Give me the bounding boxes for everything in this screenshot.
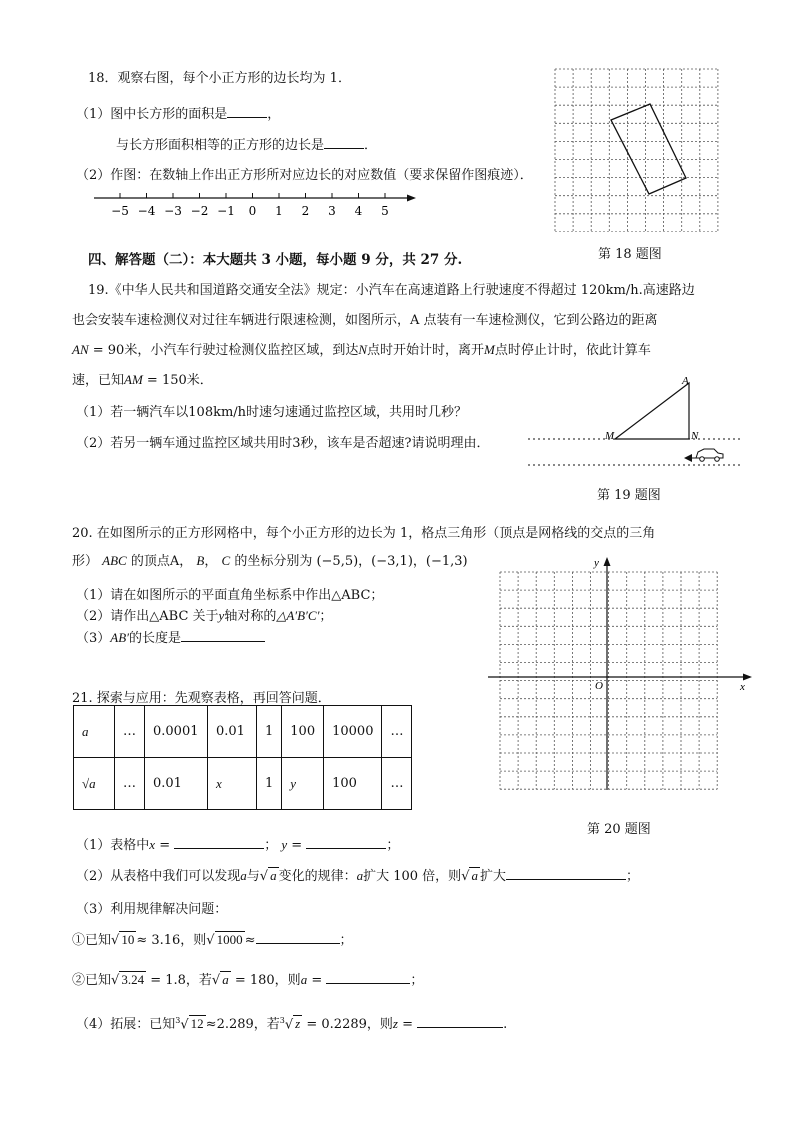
table-cell: 1 bbox=[257, 758, 282, 810]
q18-part1a-text: （1）图中长方形的面积是 bbox=[76, 107, 228, 122]
number-line-label: 5 bbox=[381, 204, 389, 218]
q19-arrow-head bbox=[684, 454, 692, 462]
q21-part4-b: ≈2.289，若 bbox=[205, 1017, 280, 1032]
q19-triangle bbox=[615, 383, 689, 439]
sqrt-10: √ 10 bbox=[111, 932, 135, 948]
radicand: 10 bbox=[121, 932, 135, 947]
answer-blank[interactable] bbox=[256, 929, 340, 944]
table-row bbox=[74, 706, 412, 758]
var-a: a bbox=[300, 972, 308, 987]
table-cell: 0.0001 bbox=[145, 706, 208, 758]
separator: . bbox=[503, 1017, 508, 1032]
q20-part1: （1）请在如图所示的平面直角坐标系中作出△ABC； bbox=[76, 588, 384, 603]
var-an: AN bbox=[72, 342, 89, 357]
q21-part1 bbox=[76, 834, 399, 853]
table-cell: 1 bbox=[257, 706, 282, 758]
q19-figure bbox=[528, 372, 748, 472]
q19-caption: 第 19 题图 bbox=[597, 488, 661, 503]
q20-coords: (−5,5)，(−3,1)，(−1,3) bbox=[316, 554, 468, 569]
var-a: a bbox=[240, 868, 247, 883]
q21-part4-a: （4）拓展：已知 bbox=[76, 1017, 176, 1032]
q20-line2 bbox=[72, 550, 468, 569]
radicand: 1000 bbox=[216, 932, 243, 947]
table-cell: … bbox=[115, 758, 145, 810]
var-ab-prime: AB′ bbox=[110, 630, 130, 645]
answer-blank[interactable] bbox=[417, 1013, 503, 1028]
q21-stem: 21. 探索与应用：先观察表格，再回答问题． bbox=[72, 691, 331, 706]
q21-table bbox=[73, 705, 412, 810]
answer-blank[interactable] bbox=[506, 865, 626, 880]
q20-line2-a: 形） bbox=[72, 554, 99, 569]
q18-stem: 18．观察右图，每个小正方形的边长均为 1． bbox=[88, 71, 351, 86]
q18-part1b-text: 与长方形面积相等的正方形的边长是 bbox=[116, 138, 325, 153]
table-cell: √a bbox=[74, 758, 115, 810]
q19-line3-c: 点时停止计时，依此计算车 bbox=[494, 343, 651, 358]
answer-blank-x[interactable] bbox=[174, 834, 264, 849]
q21-c2-a: ②已知 bbox=[72, 973, 112, 988]
number-line-arrow bbox=[407, 195, 416, 202]
q18-rectangle bbox=[611, 104, 686, 194]
table-cell: 0.01 bbox=[208, 706, 257, 758]
var-y-axis: y bbox=[218, 608, 225, 623]
y-axis-arrow bbox=[604, 557, 611, 566]
cbrt-12: $^3$√ 12 bbox=[175, 1015, 204, 1032]
var-sym-triangle: △A′B′C′ bbox=[276, 608, 320, 623]
q19-line3-b: 点时开始计时，离开 bbox=[367, 343, 485, 358]
separator: ； bbox=[410, 973, 424, 988]
q20-grid bbox=[500, 572, 717, 789]
table-cell: 0.01 bbox=[145, 758, 208, 810]
answer-blank-y[interactable] bbox=[306, 834, 386, 849]
q18-part1b bbox=[116, 134, 377, 153]
q21-part3: （3）利用规律解决问题： bbox=[76, 902, 228, 917]
car-icon bbox=[696, 449, 723, 461]
q21-part2-d: 扩大 100 倍，则 bbox=[363, 869, 462, 884]
q21-part1-a: （1）表格中 bbox=[76, 838, 150, 853]
q20-part3-a: （3） bbox=[76, 631, 111, 646]
q21-part4-c: = 0.2289，则 bbox=[302, 1017, 393, 1032]
number-line-label: 0 bbox=[248, 204, 257, 218]
separator: ； bbox=[386, 838, 400, 853]
q20-part2-c: ； bbox=[319, 609, 333, 624]
q19-line3 bbox=[72, 339, 651, 358]
number-line[interactable] bbox=[90, 188, 420, 224]
answer-blank[interactable] bbox=[326, 969, 410, 984]
var-m: M bbox=[484, 342, 495, 357]
separator: ； bbox=[264, 838, 278, 853]
q19-line2: 也会安装车速检测仪对过往车辆进行限速检测，如图所示，A 点装有一车速检测仪，它到公路边的距离 bbox=[72, 313, 658, 328]
q20-part3 bbox=[76, 627, 265, 646]
number-line-label: −1 bbox=[217, 204, 235, 218]
q20-part2-b: 轴对称的 bbox=[224, 609, 277, 624]
radicand: 12 bbox=[190, 1016, 204, 1031]
sqrt-3-24: √ 3.24 bbox=[111, 972, 145, 988]
section4-title: 四、解答题（二）：本大题共 3 小题，每小题 9 分，共 27 分. bbox=[88, 252, 463, 268]
number-line-label: −4 bbox=[137, 204, 156, 218]
equals: = bbox=[287, 838, 307, 853]
x-axis-arrow bbox=[743, 674, 752, 681]
q21-c2-b: = 1.8，若 bbox=[146, 973, 212, 988]
q19-part2: （2）若另一辆车通过监控区域共用时3秒，该车是否超速?请说明理由． bbox=[76, 436, 490, 451]
answer-blank[interactable] bbox=[181, 627, 265, 642]
axis-y-label: y bbox=[594, 557, 599, 569]
q20-part2 bbox=[76, 605, 332, 624]
answer-blank[interactable] bbox=[324, 134, 364, 149]
q21-c1-c: ≈ bbox=[244, 933, 256, 948]
q21-c1 bbox=[72, 929, 353, 948]
table-cell: … bbox=[382, 706, 412, 758]
q18-part1a bbox=[76, 103, 280, 122]
q21-part2 bbox=[76, 865, 639, 884]
var-am: AM bbox=[124, 372, 143, 387]
q20-caption: 第 20 题图 bbox=[587, 822, 651, 837]
q18-part2: （2）作图：在数轴上作出正方形所对应边长的对应数值（要求保留作图痕迹）． bbox=[76, 168, 533, 183]
q21-part2-e: 扩大 bbox=[479, 869, 506, 884]
table-cell: x bbox=[208, 758, 257, 810]
q19-part1: （1）若一辆汽车以108km/h时速匀速通过监控区域，共用时几秒？ bbox=[76, 405, 468, 420]
q19-line4-post: = 150米． bbox=[142, 373, 213, 388]
label-n: N bbox=[691, 430, 699, 442]
table-cell: 100 bbox=[282, 706, 324, 758]
q18-caption: 第 18 题图 bbox=[598, 247, 662, 262]
q19-line4-pre: 速，已知 bbox=[72, 373, 125, 388]
var-abc: ABC bbox=[102, 553, 127, 568]
table-cell: 10000 bbox=[324, 706, 382, 758]
q21-part2-a: （2）从表格中我们可以发现 bbox=[76, 869, 241, 884]
table-cell: y bbox=[282, 758, 324, 810]
sqrt-a: √ a bbox=[211, 972, 229, 988]
q21-part2-c: 变化的规律： bbox=[278, 869, 357, 884]
number-line-label: −5 bbox=[111, 204, 129, 218]
q18-part1a-end: ， bbox=[267, 107, 281, 122]
q21-c2-c: = 180，则 bbox=[230, 973, 301, 988]
var-c: C bbox=[221, 553, 231, 568]
label-a: A bbox=[682, 375, 689, 387]
q19-line1: 19.《中华人民共和国道路交通安全法》规定：小汽车在高速道路上行驶速度不得超过 120km/h.高速路边 bbox=[88, 283, 695, 298]
number-line-label: −2 bbox=[190, 204, 209, 218]
radicand: a bbox=[471, 868, 478, 883]
radicand: z bbox=[295, 1016, 301, 1031]
table-cell: a bbox=[74, 706, 115, 758]
separator: ； bbox=[339, 933, 353, 948]
var-z: z bbox=[392, 1016, 398, 1031]
number-line-label: 3 bbox=[328, 204, 336, 218]
q20-part2-a: （2）请作出△ABC 关于 bbox=[76, 609, 219, 624]
q19-line3-a: = 90米，小汽车行驶过检测仪监控区域，到达 bbox=[88, 343, 359, 358]
var-n: N bbox=[358, 342, 367, 357]
q21-c2 bbox=[72, 969, 423, 988]
table-cell: … bbox=[115, 706, 145, 758]
number-line-ticks bbox=[111, 193, 389, 218]
number-line-label: 2 bbox=[301, 204, 310, 218]
q20-part3-b: 的长度是 bbox=[129, 631, 182, 646]
var-x: x bbox=[149, 837, 156, 852]
radicand: a bbox=[270, 868, 277, 883]
table-cell: … bbox=[382, 758, 412, 810]
var-y: y bbox=[281, 837, 288, 852]
q21-c1-a: ①已知 bbox=[72, 933, 112, 948]
sqrt-1000: √ 1000 bbox=[206, 932, 243, 948]
q19-line4 bbox=[72, 369, 213, 388]
axis-x-label: x bbox=[740, 681, 745, 693]
q18-grid bbox=[555, 69, 718, 232]
equals: = bbox=[397, 1017, 418, 1032]
number-line-label: 4 bbox=[354, 204, 363, 218]
q20-line1: 20. 在如图所示的正方形网格中，每个小正方形的边长为 1，格点三角形（顶点是网格线的交点的三角 bbox=[72, 526, 656, 541]
answer-blank[interactable] bbox=[227, 103, 267, 118]
separator: ； bbox=[626, 869, 640, 884]
cbrt-z: $^3$√ z bbox=[279, 1015, 301, 1032]
label-m: M bbox=[605, 430, 615, 442]
q20-line2-c: ， bbox=[204, 554, 218, 569]
q21-part2-b: 与 bbox=[246, 869, 260, 884]
sqrt-a: √ a bbox=[259, 868, 277, 884]
q21-c1-b: ≈ 3.16，则 bbox=[136, 933, 207, 948]
q20-line2-b: 的顶点A， bbox=[130, 554, 193, 569]
var-a: a bbox=[356, 868, 364, 883]
q20-line2-d: 的坐标分别为 bbox=[234, 554, 313, 569]
q18-grid-figure bbox=[553, 67, 720, 232]
equals: = bbox=[155, 838, 175, 853]
var-b: B bbox=[196, 553, 205, 568]
q18-part1b-end: ． bbox=[364, 138, 378, 153]
number-line-label: 1 bbox=[275, 204, 283, 218]
radicand: a bbox=[222, 972, 229, 987]
q20-coordinate-grid[interactable] bbox=[488, 555, 756, 790]
number-line-label: −3 bbox=[164, 204, 182, 218]
origin-label: O bbox=[595, 680, 603, 692]
table-cell: 100 bbox=[324, 758, 382, 810]
table-row bbox=[74, 758, 412, 810]
q21-part4 bbox=[76, 1013, 507, 1032]
equals: = bbox=[307, 973, 327, 988]
radicand: 3.24 bbox=[121, 972, 145, 987]
sqrt-a: √ a bbox=[461, 868, 478, 884]
